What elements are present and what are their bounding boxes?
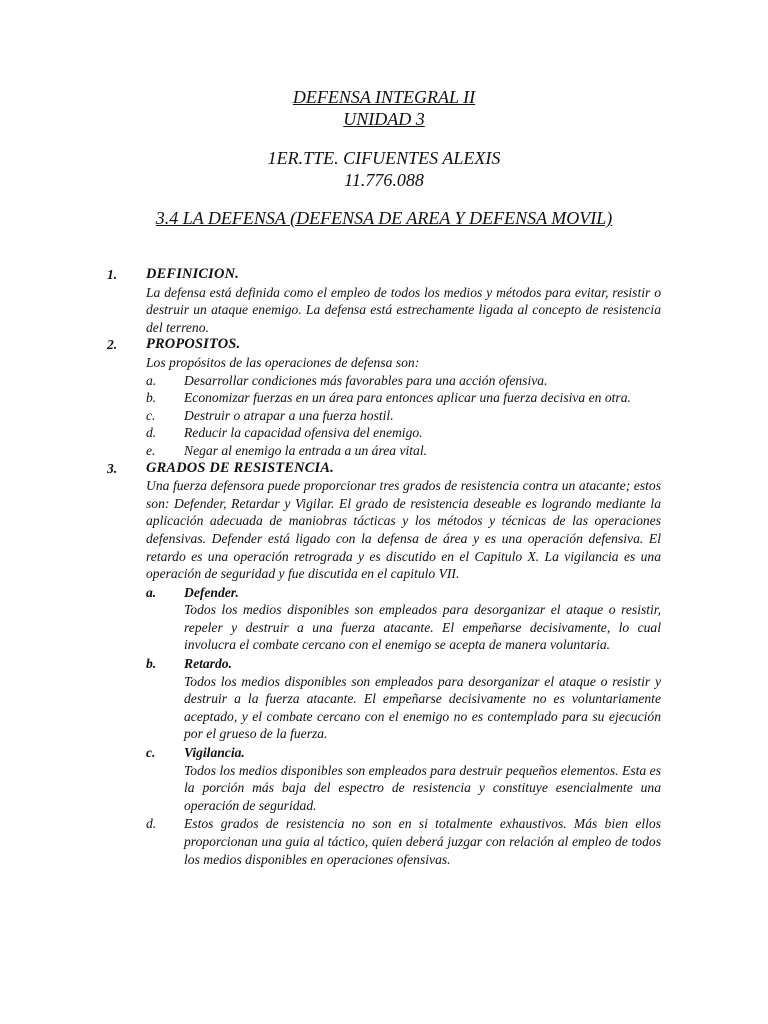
list-item-letter: a.: [146, 372, 157, 388]
list-item-letter: e.: [146, 442, 156, 458]
section-heading: PROPOSITOS.: [146, 336, 241, 353]
list-item-text: Estos grados de resistencia no son en si totalmente exhaustivos. Más bien ellos proporcionan una guia al táctico, quien deberá juzgar con relación al empleo de todos los medios disponibles en operaciones ofensivas.: [184, 816, 661, 867]
section-title: 3.4 LA DEFENSA (DEFENSA DE AREA Y DEFENSA MOVIL): [155, 208, 613, 228]
list-item-letter: c.: [146, 745, 156, 761]
list-item-heading: Defender.: [184, 584, 239, 600]
list-item-letter: d.: [146, 425, 157, 441]
author-name: 1ER.TTE. CIFUENTES ALEXIS: [267, 148, 501, 168]
list-item-defender: [146, 584, 661, 654]
list-item-text: Negar al enemigo la entrada a un área vital.: [184, 442, 428, 458]
list-item-vigilancia: [146, 744, 661, 814]
list-item-heading: Retardo.: [184, 656, 232, 672]
list-item-letter: d.: [146, 816, 157, 832]
list-item-letter: b.: [146, 656, 157, 672]
list-item-text: Destruir o atrapar a una fuerza hostil.: [184, 407, 394, 423]
author-block: [0, 147, 768, 191]
list-item-text: Todos los medios disponibles son empleados para desorganizar el ataque o resistir y destruir a la fuerza atacante. El empeñarse decisivamente no es voluntariamente aceptado, y el combate cercano con el enemigo no es contemplado para su ejecución por el grueso de la fuerza.: [184, 673, 661, 742]
list-item-heading: Vigilancia.: [184, 745, 245, 761]
list-item-text: Todos los medios disponibles son empleados para destruir pequeños elementos. Esta es la porción más baja del espectro de resistencia y constituye esencialmente una operación de seguridad.: [184, 762, 661, 813]
list-item: [146, 407, 661, 425]
list-item-letter: a.: [146, 584, 157, 600]
title-line-1: DEFENSA INTEGRAL II: [292, 87, 476, 107]
list-item-letter: c.: [146, 407, 156, 423]
section-intro: Los propósitos de las operaciones de defensa son:: [146, 354, 420, 370]
document-title: [0, 86, 768, 130]
section-number: 2.: [107, 337, 118, 353]
list-item-letter: b.: [146, 390, 157, 406]
list-item: [146, 424, 661, 442]
section-paragraph: Una fuerza defensora puede proporcionar tres grados de resistencia contra un atacante; estos son: Defender, Retardar y Vigilar. El grado de resistencia deseable es logrando mediante la aplicación adecuada de maniobras tácticas y los métodos y técnicas de las operaciones defensivas. Defender está ligado con la defensa de área y es una operación defensiva. El retardo es una operación retrograda y es discutido en el Capitulo X. La vigilancia es una operación de seguridad y fue discutida en el capitulo VII.: [146, 478, 661, 582]
section-paragraph: La defensa está definida como el empleo de todos los medios y métodos para evitar, resistir o destruir un ataque enemigo. La defensa está estrechamente ligada al concepto de resistencia del terreno.: [146, 284, 661, 335]
section-title-block: [0, 207, 768, 229]
list-item: [146, 389, 661, 407]
author-id: 11.776.088: [344, 170, 424, 190]
section-grados-de-resistencia: [107, 460, 661, 869]
list-item-text: Reducir la capacidad ofensiva del enemigo.: [184, 425, 423, 441]
section-definicion: [107, 266, 661, 336]
section-heading: DEFINICION.: [146, 266, 239, 282]
title-line-2: UNIDAD 3: [343, 109, 425, 129]
list-item-text: Desarrollar condiciones más favorables para una acción ofensiva.: [184, 372, 548, 388]
document-body: [107, 266, 661, 868]
list-item-text: Economizar fuerzas en un área para entonces aplicar una fuerza decisiva en otra.: [184, 390, 631, 406]
list-item-retardo: [146, 655, 661, 743]
list-item-text: Todos los medios disponibles son empleados para desorganizar el ataque o resistir, repeler y destruir a una fuerza atacante. El empeñarse decisivamente, lo cual involucra el combate cercano con el enemigo se acepta de manera voluntaria.: [184, 602, 661, 653]
section-propositos: [107, 336, 661, 459]
list-item: [146, 372, 661, 390]
list-item: [146, 442, 661, 460]
list-item: [146, 815, 661, 868]
section-number: 1.: [107, 267, 118, 282]
section-heading: GRADOS DE RESISTENCIA.: [146, 459, 334, 476]
section-number: 3.: [107, 460, 118, 476]
